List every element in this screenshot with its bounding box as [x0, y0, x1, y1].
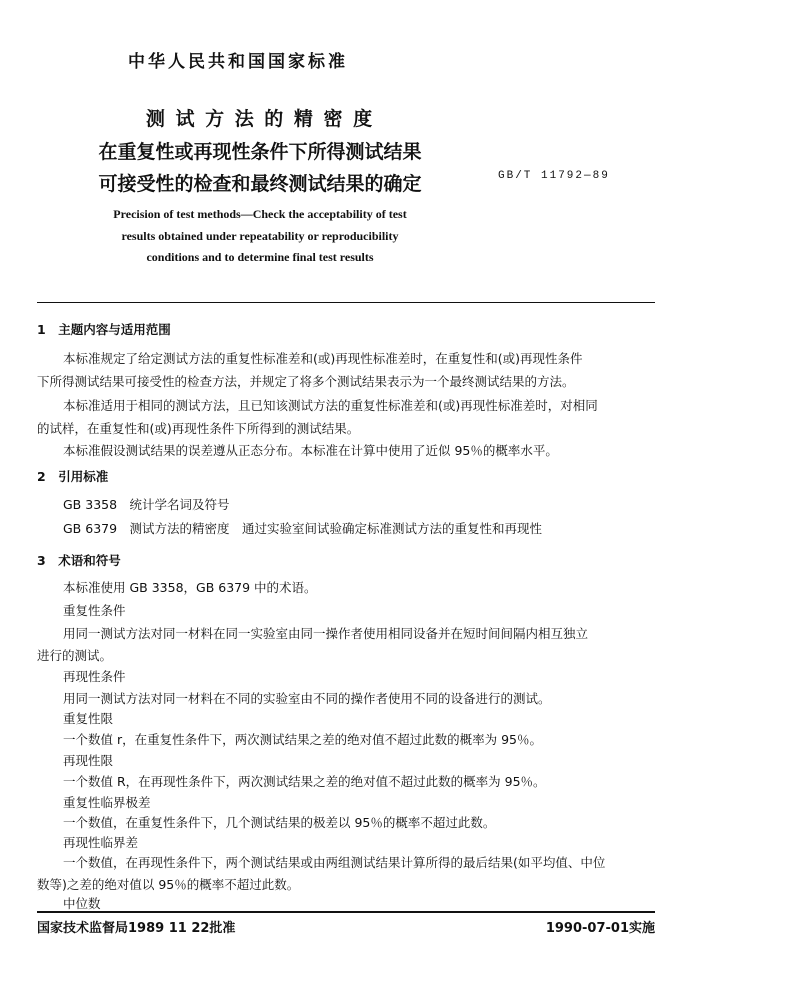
- paragraph: 的试样，在重复性和(或)再现性条件下所得到的测试结果。: [37, 421, 360, 436]
- title-cn-line-2: 在重复性或再现性条件下所得测试结果: [98, 141, 422, 163]
- reference-item: GB 3358 统计学名词及符号: [63, 497, 230, 512]
- paragraph: 本标准使用 GB 3358，GB 6379 中的术语。: [63, 580, 317, 595]
- title-cn-line-1: 测 试 方 法 的 精 密 度: [145, 108, 375, 130]
- term: 重复性限: [63, 711, 114, 726]
- definition: 进行的测试。: [37, 648, 113, 663]
- reference-item: GB 6379 测试方法的精密度 通过实验室间试验确定标准测试方法的重复性和再现性: [63, 521, 543, 536]
- term: 重复性条件: [63, 603, 126, 618]
- term: 中位数: [63, 896, 101, 911]
- definition: 一个数值，在再现性条件下，两个测试结果或由两组测试结果计算所得的最后结果(如平均值、中位: [63, 855, 606, 870]
- definition: 用同一测试方法对同一材料在不同的实验室由不同的操作者使用不同的设备进行的测试。: [63, 691, 551, 706]
- section-1-heading: 1 主题内容与适用范围: [37, 322, 171, 337]
- standard-number: GB/T 11792—89: [498, 170, 610, 182]
- paragraph: 本标准假设测试结果的误差遵从正态分布。本标准在计算中使用了近似 95％的概率水平。: [63, 443, 558, 458]
- paragraph: 下所得测试结果可接受性的检查方法，并规定了将多个测试结果表示为一个最终测试结果的方法。: [37, 374, 575, 389]
- definition: 用同一测试方法对同一材料在同一实验室由同一操作者使用相同设备并在短时间间隔内相互独立: [63, 626, 589, 641]
- title-cn-line-3: 可接受性的检查和最终测试结果的确定: [98, 173, 422, 195]
- approval-date: 国家技术监督局1989 11 22批准: [37, 921, 236, 936]
- section-3-heading: 3 术语和符号: [37, 553, 121, 568]
- title-en-line-1: Precision of test methods—Check the acceptability of test: [113, 207, 407, 221]
- definition: 一个数值 r，在重复性条件下，两次测试结果之差的绝对值不超过此数的概率为 95％。: [63, 732, 542, 747]
- term: 再现性限: [63, 753, 114, 768]
- term: 再现性条件: [63, 669, 126, 684]
- section-2-heading: 2 引用标准: [37, 469, 109, 484]
- title-en-line-3: conditions and to determine final test results: [146, 250, 374, 264]
- definition: 一个数值 R，在再现性条件下，两次测试结果之差的绝对值不超过此数的概率为 95％。: [63, 774, 546, 789]
- paragraph: 本标准规定了给定测试方法的重复性标准差和(或)再现性标准差时，在重复性和(或)再现性条件: [63, 351, 583, 366]
- paragraph: 本标准适用于相同的测试方法，且已知该测试方法的重复性标准差和(或)再现性标准差时，对相同: [63, 398, 598, 413]
- effective-date: 1990-07-01实施: [545, 921, 655, 936]
- national-standard-header: 中华人民共和国国家标准: [128, 52, 348, 72]
- footer-divider: [37, 911, 655, 913]
- term: 重复性临界极差: [63, 795, 151, 810]
- title-en-line-2: results obtained under repeatability or reproducibility: [121, 229, 399, 243]
- definition: 一个数值，在重复性条件下，几个测试结果的极差以 95％的概率不超过此数。: [63, 815, 496, 830]
- header-divider: [37, 302, 655, 303]
- definition: 数等)之差的绝对值以 95％的概率不超过此数。: [37, 877, 300, 892]
- term: 再现性临界差: [63, 835, 139, 850]
